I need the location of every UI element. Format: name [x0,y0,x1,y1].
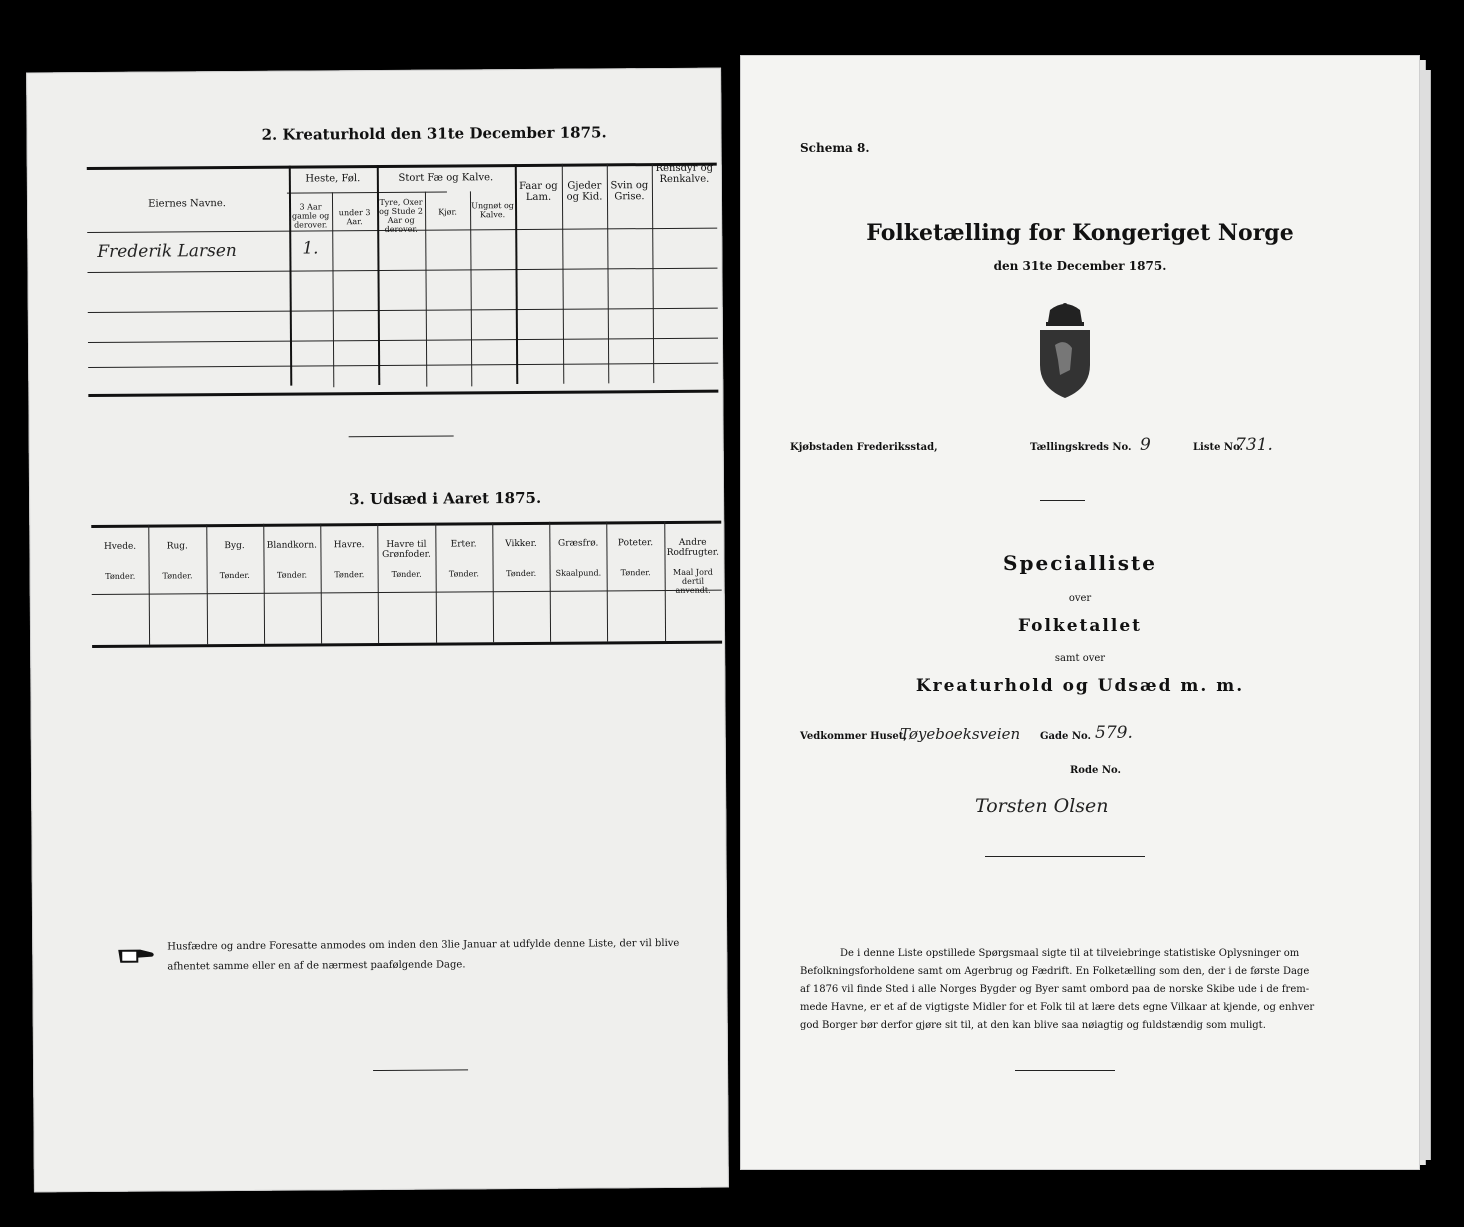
pointing-hand-icon [116,944,156,966]
col-stort-header: Stort Fæ og Kalve. [398,172,494,184]
rule [470,191,472,386]
notice-line-1: Husfædre og andre Foresatte anmodes om inden den 3lie Januar at udfylde denne Liste, der vil blive [167,937,680,953]
para-line: De i denne Liste opstillede Spørgsmaal sigte til at tilveiebringe statistiske Oplysninger om [840,948,1300,959]
notice [167,934,727,978]
col-gjeder-header: Gjeder og Kid. [566,180,603,203]
coat-of-arms-icon [1030,300,1100,400]
col-stort-a-header: Tyre, Oxer og Stude 2 Aar og derover. [379,197,424,234]
table3-bottom-rule [92,641,722,648]
over-text: over [1068,593,1092,604]
udsaed-col-unit: Skaalpund. [555,568,602,578]
udsaed-col-unit: Tønder. [506,568,537,579]
heste-count: 1. [302,238,319,259]
rule [88,308,718,313]
udsaed-col-header: Blandkorn. [266,540,318,551]
udsaed-col-unit: Tønder. [334,570,365,580]
left-page [26,68,729,1193]
liste-value: 731. [1235,435,1273,455]
huset-label: Vedkommer Huset, [800,731,907,742]
folketallet: Folketallet [1018,616,1142,636]
rule [425,192,427,387]
notice-line-2: afhentet samme eller en af de nærmest paafølgende Dage. [167,959,466,973]
col-faar-header: Faar og Lam. [519,180,558,203]
divider [1015,1070,1115,1071]
rule [652,163,655,383]
udsaed-col-header: Græsfrø. [558,538,599,549]
gade-value: 579. [1095,723,1133,743]
col-heste-header: Heste, Føl. [305,173,361,185]
table2-bottom-rule [88,390,718,397]
col-stort-c-header: Ungnøt og Kalve. [471,201,514,220]
owner-name: Frederik Larsen [97,240,237,262]
col-heste-b-header: under 3 Aar. [338,208,371,227]
main-subtitle: den 31te December 1875. [993,259,1167,273]
table2-top-rule [87,163,717,170]
udsaed-col-unit: Maal Jord dertil anvendt. [673,567,713,595]
udsaed-col-unit: Tønder. [105,571,136,581]
gade-label: Gade No. [1040,731,1091,742]
kjobstad-label: Kjøbstaden Frederiksstad, [790,442,938,453]
right-page [740,55,1420,1170]
para-line: af 1876 vil finde Sted i alle Norges Bygder og Byer samt ombord paa de norske Skibe ude i de frem- [800,984,1310,995]
udsaed-col-header: Rug. [166,541,188,552]
main-title: Folketælling for Kongeriget Norge [866,220,1294,246]
udsaed-col-unit: Tønder. [391,569,422,579]
col-owner-header: Eiernes Navne. [148,198,226,210]
col-heste-a-header: 3 Aar gamle og derover. [291,202,330,230]
kreds-value: 9 [1140,435,1151,455]
col-stort-b-header: Kjør. [438,207,457,217]
signature: Torsten Olsen [975,795,1109,817]
table3-top-rule [91,521,721,528]
udsaed-col-header: Havre. [333,540,365,551]
divider [349,435,454,437]
udsaed-col-unit: Tønder. [620,568,651,578]
schema-label: Schema 8. [800,141,870,155]
udsaed-col-unit: Tønder. [277,570,308,580]
divider [373,1069,468,1071]
rode-label: Rode No. [1070,765,1121,776]
section3-title: 3. Udsæd i Aaret 1875. [349,488,542,509]
rule [289,166,293,386]
udsaed-col-unit: Tønder. [448,569,479,579]
samt-over-text: samt over [1054,653,1106,664]
udsaed-col-header: Hvede. [103,541,137,552]
udsaed-col-header: Vikker. [505,538,537,550]
udsaed-col-header: Poteter. [617,538,654,549]
udsaed-col-unit: Tønder. [162,571,193,581]
rule [88,363,718,368]
info-paragraph [800,945,1360,1035]
divider [1040,500,1085,501]
special-title: Specialliste [1003,551,1157,575]
rule [92,590,722,595]
huset-value: Tøyeboeksveien [900,725,1021,743]
liste-label: Liste No. [1193,442,1244,453]
section2-title: 2. Kreaturhold den 31te December 1875. [261,123,607,144]
udsaed-col-unit: Tønder. [219,570,250,581]
kreds-label: Tællingskreds No. [1030,442,1132,453]
udsaed-col-header: Byg. [224,540,245,552]
para-line: mede Havne, er et af de vigtigste Midler for et Folk til at lære dets egne Vilkaar at kjende, og enhver [800,1002,1315,1013]
col-rensdyr-header: Rensdyr og Renkalve. [655,162,714,186]
para-line: Befolkningsforholdene samt om Agerbrug og Fædrift. En Folketælling som den, der i de første Dage [800,966,1310,977]
rule [87,268,717,273]
rule [287,192,447,194]
rule [88,338,718,343]
kreatur-title: Kreaturhold og Udsæd m. m. [915,676,1245,696]
para-line: god Borger bør derfor gjøre sit til, at den kan blive saa nøiagtig og fuldstændig som muligt. [800,1020,1266,1031]
udsaed-col-header: Havre til Grønfoder. [382,539,431,560]
signature-line [985,856,1145,857]
udsaed-col-header: Andre Rodfrugter. [666,537,719,558]
col-svin-header: Svin og Grise. [610,180,649,203]
udsaed-col-header: Erter. [450,539,477,550]
